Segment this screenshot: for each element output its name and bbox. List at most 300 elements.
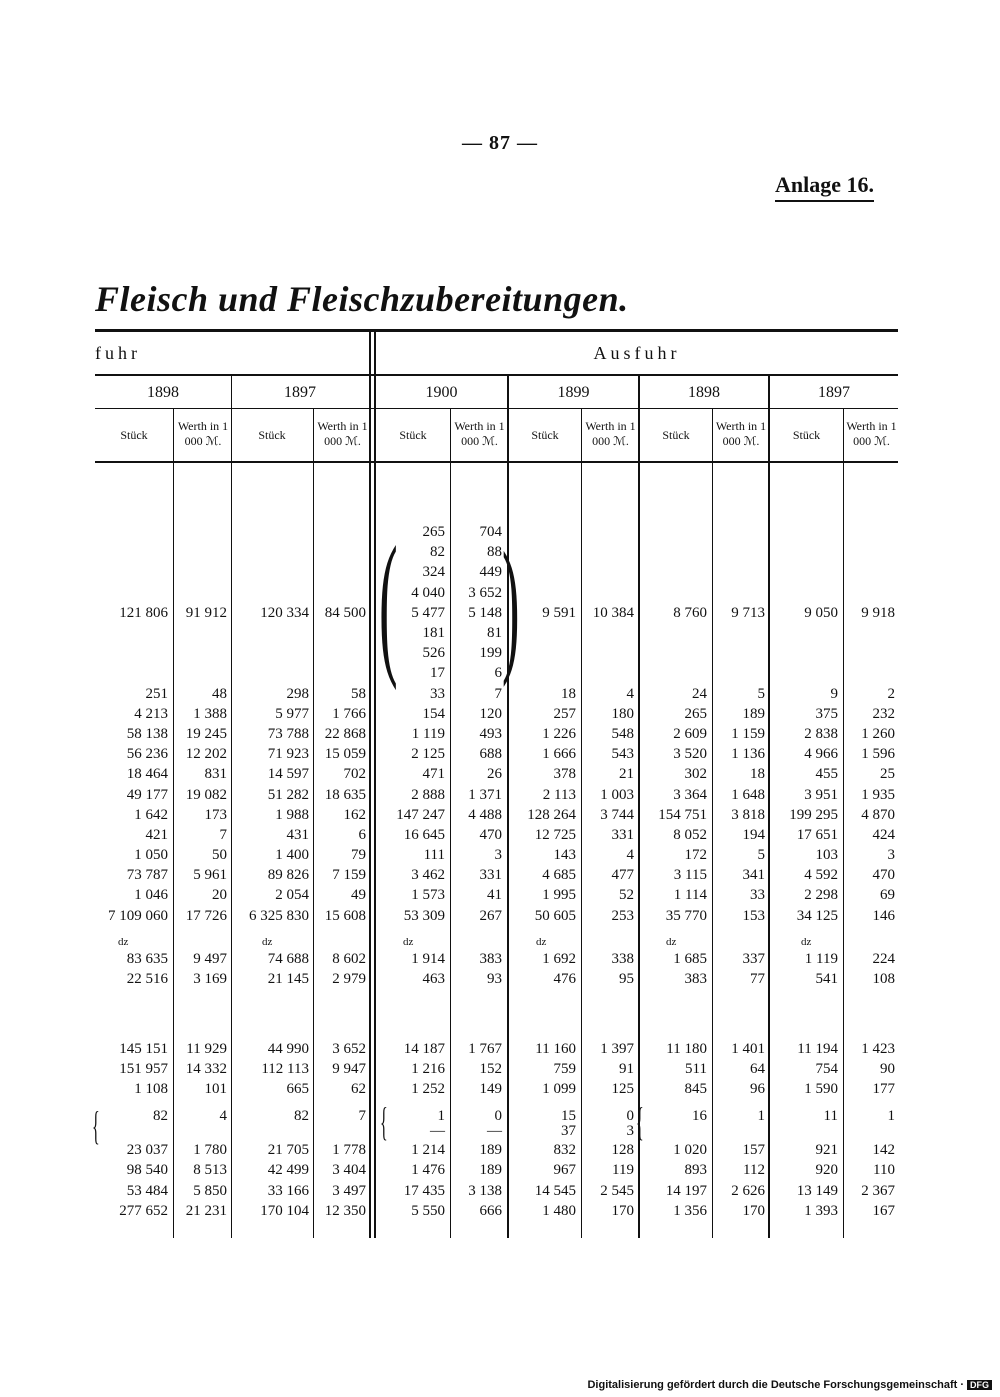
value-cell: 1 388	[193, 706, 227, 722]
count-cell: 42 499	[267, 1162, 309, 1178]
count-cell: 112 113	[261, 1061, 309, 1077]
sub-header-count: Stück	[120, 428, 148, 442]
sub-header-value: Werth in 1 000 ℳ.	[715, 419, 767, 448]
value-cell: 6	[358, 827, 366, 843]
count-cell: 471	[422, 766, 445, 782]
count-cell: 17 435	[403, 1183, 445, 1199]
value-cell: 2 367	[861, 1183, 895, 1199]
count-cell: 463	[422, 971, 445, 987]
count-cell: 2 113	[542, 787, 576, 803]
footer-text: Digitalisierung gefördert durch die Deutsche Forschungsgemeinschaft ·	[587, 1379, 964, 1391]
value-cell: 25	[880, 766, 895, 782]
value-cell: 1 780	[193, 1142, 227, 1158]
count-cell: 172	[684, 847, 707, 863]
value-cell: 1 003	[600, 787, 634, 803]
count-cell: 74 688	[267, 951, 309, 967]
count-cell: 23 037	[126, 1142, 168, 1158]
count-cell: 2 888	[411, 787, 445, 803]
count-cell: 9 591	[542, 605, 576, 621]
value-cell: 120	[479, 706, 502, 722]
count-cell: 33	[430, 686, 445, 702]
count-cell: 476	[553, 971, 576, 987]
value-cell: 831	[204, 766, 227, 782]
sub-header-value: Werth in 1 000 ℳ.	[846, 419, 897, 448]
value-cell: 3 652	[468, 585, 502, 601]
brace-left: (	[379, 513, 398, 691]
value-cell: 149	[479, 1081, 502, 1097]
table-row	[0, 562, 1000, 582]
count-cell: 4 040	[411, 585, 445, 601]
value-cell: 77	[750, 971, 765, 987]
value-cell: 267	[479, 908, 502, 924]
table-row	[0, 825, 1000, 845]
year-header: 1897	[818, 384, 850, 401]
value-cell: 12 350	[324, 1203, 366, 1219]
value-cell: 470	[872, 867, 895, 883]
count-cell: 16	[692, 1108, 707, 1124]
value-cell: 477	[611, 867, 634, 883]
unit-label: dz	[118, 936, 129, 948]
count-cell: 73 787	[126, 867, 168, 883]
year-header: 1897	[284, 384, 316, 401]
count-cell: 33 166	[267, 1183, 309, 1199]
value-cell: 17 726	[185, 908, 227, 924]
value-cell: 3 404	[332, 1162, 366, 1178]
count-cell: 455	[815, 766, 838, 782]
value-cell: 470	[479, 827, 502, 843]
value-cell: 1 371	[468, 787, 502, 803]
table-row	[0, 1121, 1000, 1141]
count-cell: 82	[153, 1108, 168, 1124]
count-cell: 3 115	[673, 867, 707, 883]
value-cell: 12 202	[185, 746, 227, 762]
value-cell: 93	[487, 971, 502, 987]
footer-credit	[587, 1379, 992, 1391]
count-cell: 1 099	[542, 1081, 576, 1097]
count-cell: 34 125	[796, 908, 838, 924]
count-cell: 2 298	[804, 887, 838, 903]
value-cell: 3	[887, 847, 895, 863]
value-cell: 1 260	[861, 726, 895, 742]
value-cell: 688	[479, 746, 502, 762]
value-cell: 88	[487, 544, 502, 560]
count-cell: 121 806	[119, 605, 168, 621]
table-row	[0, 744, 1000, 764]
value-cell: 449	[479, 564, 502, 580]
unit-label: dz	[403, 936, 414, 948]
count-cell: 15	[561, 1108, 576, 1124]
count-cell: 181	[422, 625, 445, 641]
value-cell: 4	[626, 686, 634, 702]
value-cell: 64	[750, 1061, 765, 1077]
count-cell: 53 309	[403, 908, 445, 924]
count-cell: 73 788	[267, 726, 309, 742]
value-cell: 142	[872, 1142, 895, 1158]
count-cell: 7 109 060	[108, 908, 168, 924]
count-cell: 170 104	[260, 1203, 309, 1219]
count-cell: 5 977	[275, 706, 309, 722]
table-row	[0, 785, 1000, 805]
count-cell: 35 770	[665, 908, 707, 924]
value-cell: 7 159	[332, 867, 366, 883]
sub-header-count: Stück	[662, 428, 690, 442]
value-cell: 543	[611, 746, 634, 762]
count-cell: 14 197	[665, 1183, 707, 1199]
table-row	[0, 643, 1000, 663]
value-cell: 3 744	[600, 807, 634, 823]
value-cell: 119	[612, 1162, 634, 1178]
table-row	[0, 885, 1000, 905]
table-top-rule	[95, 329, 898, 332]
count-cell: 1 995	[542, 887, 576, 903]
count-cell: 14 187	[403, 1041, 445, 1057]
count-cell: 257	[553, 706, 576, 722]
count-cell: 199 295	[789, 807, 838, 823]
count-cell: 1 914	[411, 951, 445, 967]
table-row	[0, 1181, 1000, 1201]
value-cell: 167	[872, 1203, 895, 1219]
count-cell: 11 194	[797, 1041, 838, 1057]
value-cell: 91 912	[185, 605, 227, 621]
value-cell: 1 778	[332, 1142, 366, 1158]
count-cell: 431	[286, 827, 309, 843]
value-cell: 15 608	[324, 908, 366, 924]
value-cell: 62	[351, 1081, 366, 1097]
count-cell: 251	[145, 686, 168, 702]
import-group-header: fuhr	[95, 343, 141, 363]
sub-header-value: Werth in 1 000 ℳ.	[585, 419, 636, 448]
count-cell: 83 635	[126, 951, 168, 967]
count-cell: 421	[145, 827, 168, 843]
sub-header-count: Stück	[792, 428, 821, 442]
table-row	[0, 542, 1000, 562]
value-cell: 493	[479, 726, 502, 742]
value-cell: 7	[358, 1108, 366, 1124]
sub-header-value: Werth in 1 000 ℳ.	[177, 419, 229, 448]
count-cell: 1 573	[411, 887, 445, 903]
count-cell: 11 180	[666, 1041, 707, 1057]
value-cell: 153	[742, 908, 765, 924]
count-cell: 2 838	[804, 726, 838, 742]
page-number: — 87 —	[462, 132, 538, 154]
value-cell: 6	[494, 665, 502, 681]
count-cell: 3 364	[673, 787, 707, 803]
group-header-rule	[95, 374, 898, 376]
value-cell: 15 059	[324, 746, 366, 762]
value-cell: 4	[626, 847, 634, 863]
unit-label: dz	[666, 936, 677, 948]
count-cell: 3 520	[673, 746, 707, 762]
table-row	[0, 623, 1000, 643]
count-cell: 1 692	[542, 951, 576, 967]
count-cell: 2 609	[673, 726, 707, 742]
value-cell: 90	[880, 1061, 895, 1077]
page-title: Fleisch und Fleischzubereitungen.	[95, 279, 629, 319]
count-cell: 44 990	[267, 1041, 309, 1057]
value-cell: 331	[611, 827, 634, 843]
table-row	[0, 724, 1000, 744]
count-cell: 12 725	[534, 827, 576, 843]
sub-header-count: Stück	[399, 428, 427, 442]
count-cell: 111	[423, 847, 445, 863]
value-cell: 0	[494, 1108, 502, 1124]
count-cell: 151 957	[119, 1061, 168, 1077]
table-row	[0, 1201, 1000, 1221]
table-row	[0, 764, 1000, 784]
count-cell: 5 550	[411, 1203, 445, 1219]
table-header-bottom-rule	[95, 461, 898, 463]
table-row	[0, 949, 1000, 969]
value-cell: 4 870	[861, 807, 895, 823]
value-cell: 5	[757, 847, 765, 863]
value-cell: 383	[479, 951, 502, 967]
count-cell: 21 705	[267, 1142, 309, 1158]
value-cell: 2 545	[600, 1183, 634, 1199]
value-cell: 170	[742, 1203, 765, 1219]
value-cell: 9 497	[193, 951, 227, 967]
count-cell: 16 645	[403, 827, 445, 843]
value-cell: 18	[750, 766, 765, 782]
table-row	[0, 1059, 1000, 1079]
dfg-logo: DFG	[967, 1380, 992, 1390]
count-cell: 5 477	[411, 605, 445, 621]
table-row	[0, 906, 1000, 926]
value-cell: 666	[479, 1203, 502, 1219]
count-cell: 51 282	[267, 787, 309, 803]
count-cell: 18 464	[126, 766, 168, 782]
count-cell: 665	[286, 1081, 309, 1097]
table-row	[0, 1160, 1000, 1180]
value-cell: 10 384	[592, 605, 634, 621]
value-cell: 9 713	[731, 605, 765, 621]
value-cell: 1 423	[861, 1041, 895, 1057]
value-cell: 152	[479, 1061, 502, 1077]
count-cell: 1 400	[275, 847, 309, 863]
value-cell: —	[487, 1123, 502, 1139]
table-row	[0, 1079, 1000, 1099]
table-row	[0, 969, 1000, 989]
value-cell: 2 979	[332, 971, 366, 987]
count-cell: 832	[553, 1142, 576, 1158]
count-cell: 921	[815, 1142, 838, 1158]
count-cell: 1 252	[411, 1081, 445, 1097]
value-cell: 19 082	[185, 787, 227, 803]
count-cell: 375	[815, 706, 838, 722]
value-cell: 3 818	[731, 807, 765, 823]
value-cell: 189	[479, 1142, 502, 1158]
count-cell: 18	[561, 686, 576, 702]
unit-label: dz	[262, 936, 273, 948]
count-cell: 8 760	[673, 605, 707, 621]
value-cell: 19 245	[185, 726, 227, 742]
count-cell: 1	[437, 1108, 445, 1124]
count-cell: 1 119	[411, 726, 445, 742]
value-cell: 1 766	[332, 706, 366, 722]
value-cell: 22 868	[324, 726, 366, 742]
table-row	[0, 663, 1000, 683]
table-row	[0, 1140, 1000, 1160]
value-cell: 3 497	[332, 1183, 366, 1199]
count-cell: 1 214	[411, 1142, 445, 1158]
value-cell: 101	[204, 1081, 227, 1097]
value-cell: 1 767	[468, 1041, 502, 1057]
count-cell: 6 325 830	[249, 908, 309, 924]
value-cell: 5 148	[468, 605, 502, 621]
sub-header-count: Stück	[258, 428, 286, 442]
value-cell: 79	[351, 847, 366, 863]
count-cell: 145 151	[119, 1041, 168, 1057]
value-cell: 702	[343, 766, 366, 782]
year-header: 1899	[557, 384, 590, 401]
table-row	[0, 865, 1000, 885]
value-cell: 95	[619, 971, 634, 987]
count-cell: 56 236	[126, 746, 168, 762]
value-cell: 2	[887, 686, 895, 702]
count-cell: 9	[830, 686, 838, 702]
count-cell: 82	[430, 544, 445, 560]
value-cell: 173	[204, 807, 227, 823]
value-cell: 21 231	[185, 1203, 227, 1219]
value-cell: 0	[626, 1108, 634, 1124]
value-cell: 69	[880, 887, 895, 903]
unit-label: dz	[536, 936, 547, 948]
brace-small: {	[92, 1103, 100, 1148]
value-cell: 5	[757, 686, 765, 702]
count-cell: 50 605	[534, 908, 576, 924]
count-cell: —	[430, 1123, 445, 1139]
value-cell: 157	[742, 1142, 765, 1158]
count-cell: 298	[286, 686, 309, 702]
count-cell: 302	[684, 766, 707, 782]
count-cell: 58 138	[126, 726, 168, 742]
value-cell: 424	[872, 827, 895, 843]
count-cell: 1 356	[673, 1203, 707, 1219]
value-cell: 11 929	[186, 1041, 227, 1057]
count-cell: 89 826	[267, 867, 309, 883]
count-cell: 11 160	[535, 1041, 576, 1057]
count-cell: 22 516	[126, 971, 168, 987]
count-cell: 1 988	[275, 807, 309, 823]
value-cell: 9 918	[861, 605, 895, 621]
value-cell: 5 961	[193, 867, 227, 883]
value-cell: 146	[872, 908, 895, 924]
count-cell: 71 923	[267, 746, 309, 762]
value-cell: 96	[750, 1081, 765, 1097]
value-cell: 4 488	[468, 807, 502, 823]
count-cell: 526	[422, 645, 445, 661]
table-row	[0, 684, 1000, 704]
count-cell: 24	[692, 686, 707, 702]
count-cell: 4 592	[804, 867, 838, 883]
value-cell: 33	[750, 887, 765, 903]
year-header: 1898	[147, 384, 179, 401]
value-cell: 3	[626, 1123, 634, 1139]
count-cell: 378	[553, 766, 576, 782]
count-cell: 1 590	[804, 1081, 838, 1097]
value-cell: 128	[611, 1142, 634, 1158]
value-cell: 331	[479, 867, 502, 883]
unit-label: dz	[801, 936, 812, 948]
value-cell: 21	[619, 766, 634, 782]
value-cell: 52	[619, 887, 634, 903]
count-cell: 37	[561, 1123, 576, 1139]
count-cell: 17 651	[796, 827, 838, 843]
value-cell: 2 626	[731, 1183, 765, 1199]
value-cell: 9 947	[332, 1061, 366, 1077]
table-row	[0, 603, 1000, 623]
count-cell: 1 046	[134, 887, 168, 903]
count-cell: 103	[815, 847, 838, 863]
value-cell: 14 332	[185, 1061, 227, 1077]
value-cell: 170	[611, 1203, 634, 1219]
value-cell: 704	[479, 524, 502, 540]
value-cell: 4	[219, 1108, 227, 1124]
table-row	[0, 522, 1000, 542]
value-cell: 253	[611, 908, 634, 924]
count-cell: 920	[815, 1162, 838, 1178]
count-cell: 893	[684, 1162, 707, 1178]
count-cell: 754	[815, 1061, 838, 1077]
count-cell: 53 484	[126, 1183, 168, 1199]
count-cell: 1 226	[542, 726, 576, 742]
count-cell: 265	[422, 524, 445, 540]
value-cell: 26	[487, 766, 502, 782]
value-cell: 224	[872, 951, 895, 967]
value-cell: 108	[872, 971, 895, 987]
count-cell: 4 213	[134, 706, 168, 722]
value-cell: 7	[219, 827, 227, 843]
value-cell: 337	[742, 951, 765, 967]
count-cell: 154	[422, 706, 445, 722]
count-cell: 845	[684, 1081, 707, 1097]
count-cell: 1 119	[804, 951, 838, 967]
count-cell: 1 216	[411, 1061, 445, 1077]
value-cell: 180	[611, 706, 634, 722]
count-cell: 541	[815, 971, 838, 987]
value-cell: 81	[487, 625, 502, 641]
count-cell: 4 966	[804, 746, 838, 762]
brace-small: {	[636, 1099, 644, 1144]
value-cell: 1	[887, 1108, 895, 1124]
value-cell: 232	[872, 706, 895, 722]
count-cell: 14 597	[267, 766, 309, 782]
count-cell: 1 114	[673, 887, 707, 903]
count-cell: 1 108	[134, 1081, 168, 1097]
count-cell: 265	[684, 706, 707, 722]
table-row	[0, 1039, 1000, 1059]
value-cell: 1 648	[731, 787, 765, 803]
count-cell: 14 545	[534, 1183, 576, 1199]
count-cell: 21 145	[267, 971, 309, 987]
value-cell: 91	[619, 1061, 634, 1077]
value-cell: 8 513	[193, 1162, 227, 1178]
count-cell: 967	[553, 1162, 576, 1178]
sub-header-count: Stück	[531, 428, 559, 442]
count-cell: 147 247	[396, 807, 445, 823]
value-cell: 18 635	[324, 787, 366, 803]
count-cell: 511	[685, 1061, 707, 1077]
count-cell: 11	[823, 1108, 838, 1124]
value-cell: 338	[611, 951, 634, 967]
value-cell: 1 397	[600, 1041, 634, 1057]
count-cell: 277 652	[119, 1203, 168, 1219]
value-cell: 1 401	[731, 1041, 765, 1057]
count-cell: 120 334	[260, 605, 309, 621]
annex-label: Anlage 16.	[775, 172, 874, 202]
value-cell: 3 138	[468, 1183, 502, 1199]
count-cell: 383	[684, 971, 707, 987]
value-cell: 112	[743, 1162, 765, 1178]
